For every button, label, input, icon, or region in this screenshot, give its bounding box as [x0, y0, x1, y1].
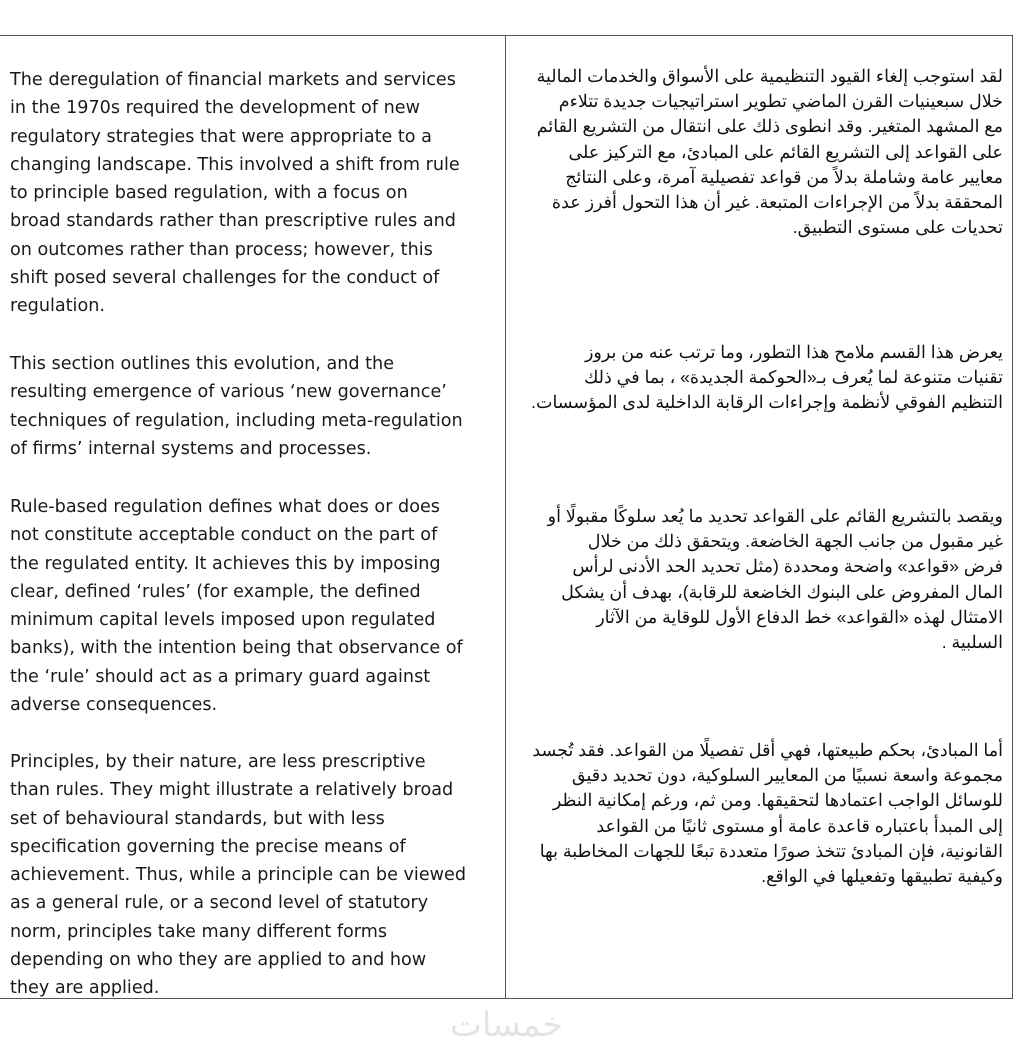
text-line: techniques of regulation, including meta-regulation [10, 410, 463, 431]
text-line: إلى المبدأ باعتباره قاعدة عامة أو مستوى ثانيًا من القواعد [596, 815, 1003, 836]
text-line: لقد استوجب إلغاء القيود التنظيمية على الأسواق والخدمات المالية [536, 66, 1003, 86]
text-line: clear, defined ‘rules’ (for example, the defined [10, 581, 421, 602]
khamsat-watermark: خمسات [449, 1005, 564, 1045]
text-line: غير مقبول من جانب الجهة الخاضعة. ويتحقق ذلك من خلال [587, 531, 1003, 552]
text-line: خلال سبعينيات القرن الماضي تطوير استراتيجيات جديدة تتلاءم [558, 91, 1003, 112]
text-line: مع المشهد المتغير. وقد انطوى ذلك على انتقال من التشريع القائم [536, 116, 1003, 137]
text-line: the ‘rule’ should act as a primary guard against [10, 666, 431, 687]
text-line: تحديات على مستوى التطبيق. [792, 217, 1003, 238]
text-line: they are applied. [10, 978, 160, 999]
english-paragraph [10, 493, 502, 719]
text-line: in the 1970s required the development of new [10, 98, 420, 119]
text-line: The deregulation of financial markets and services [10, 70, 456, 90]
text-line: depending on who they are applied to and how [10, 950, 427, 971]
text-line: الامتثال لهذه «القواعد» خط الدفاع الأول للوقاية من الآثار [596, 606, 1003, 627]
text-line: norm, principles take many different forms [10, 921, 388, 942]
text-line: minimum capital levels imposed upon regulated [10, 610, 436, 631]
text-line: than rules. They might illustrate a relatively broad [10, 780, 454, 801]
text-line: المال المفروض على البنوك الخاضعة للرقابة)، بهدف أن يشكل [561, 581, 1003, 602]
text-line: achievement. Thus, while a principle can be viewed [10, 865, 467, 886]
english-paragraph [10, 748, 502, 1003]
text-line: السلبية . [941, 632, 1003, 653]
text-line: broad standards rather than prescriptive rules and [10, 211, 456, 232]
text-line: التنظيم الفوقي لأنظمة وإجراءات الرقابة الداخلية لدى المؤسسات. [531, 392, 1003, 413]
text-line: القانونية، فإن المبادئ تتخذ صورًا متعددة تبعًا للجهات المخاطبة بها [539, 840, 1003, 861]
text-line: of firms’ internal systems and processes. [10, 438, 372, 459]
text-line: resulting emergence of various ‘new governance’ [10, 382, 447, 403]
text-line: regulatory strategies that were appropriate to a [10, 126, 432, 147]
text-line: the regulated entity. It achieves this by imposing [10, 553, 441, 574]
text-line: to principle based regulation, with a focus on [10, 183, 408, 204]
text-line: shift posed several challenges for the conduct of [10, 268, 440, 289]
text-line: المحققة بدلاً من الإجراءات المتبعة. غير أن هذا التحول أفرز عدة [551, 192, 1003, 213]
text-line: on outcomes rather than process; however, this [10, 239, 433, 260]
text-line: للوسائل الواجب اعتمادها لتحقيقها. ومن ثم، ورغم إمكانية النظر [552, 790, 1003, 811]
text-line: regulation. [10, 296, 105, 317]
text-line: not constitute acceptable conduct on the part of [10, 525, 438, 546]
text-line: وكيفية تطبيقها وتفعيلها في الواقع. [761, 866, 1003, 887]
english-paragraph [10, 350, 502, 463]
arabic-paragraph [523, 340, 1003, 416]
text-line: تقنيات متنوعة لما يُعرف بـ«الحوكمة الجديدة» ، بما في ذلك [583, 367, 1003, 388]
arabic-paragraph [523, 738, 1003, 889]
english-paragraph [10, 66, 502, 321]
text-line: أما المبادئ، بحكم طبيعتها، فهي أقل تفصيلًا من القواعد. فقد تُجسد [532, 740, 1003, 760]
text-line: Rule-based regulation defines what does or does [10, 497, 440, 517]
text-line: Principles, by their nature, are less prescriptive [10, 752, 426, 772]
text-line: changing landscape. This involved a shift from rule [10, 154, 460, 175]
text-line: معايير عامة وشاملة بدلاً من قواعد تفصيلية آمرة، وعلى النتائج [565, 166, 1003, 187]
column-divider [505, 36, 506, 998]
text-line: ويقصد بالتشريع القائم على القواعد تحديد ما يُعد سلوكًا مقبولًا أو [547, 506, 1003, 526]
text-line: set of behavioural standards, but with less [10, 808, 385, 829]
text-line: فرض «قواعد» واضحة ومحددة (مثل تحديد الحد الأدنى لرأس [572, 556, 1003, 577]
text-line: مجموعة واسعة نسبيًا من المعايير السلوكية، دون تحديد دقيق [571, 765, 1003, 786]
arabic-paragraph [523, 504, 1003, 655]
arabic-paragraph [523, 64, 1003, 240]
text-line: specification governing the precise means of [10, 836, 406, 857]
text-line: as a general rule, or a second level of statutory [10, 893, 429, 914]
text-line: banks), with the intention being that observance of [10, 638, 463, 659]
text-line: يعرض هذا القسم ملامح هذا التطور، وما ترتب عنه من بروز [584, 342, 1003, 362]
text-line: This section outlines this evolution, and the [10, 354, 395, 374]
text-line: على القواعد إلى التشريع القائم على المبادئ، مع التركيز على [568, 141, 1003, 162]
text-line: adverse consequences. [10, 695, 218, 716]
